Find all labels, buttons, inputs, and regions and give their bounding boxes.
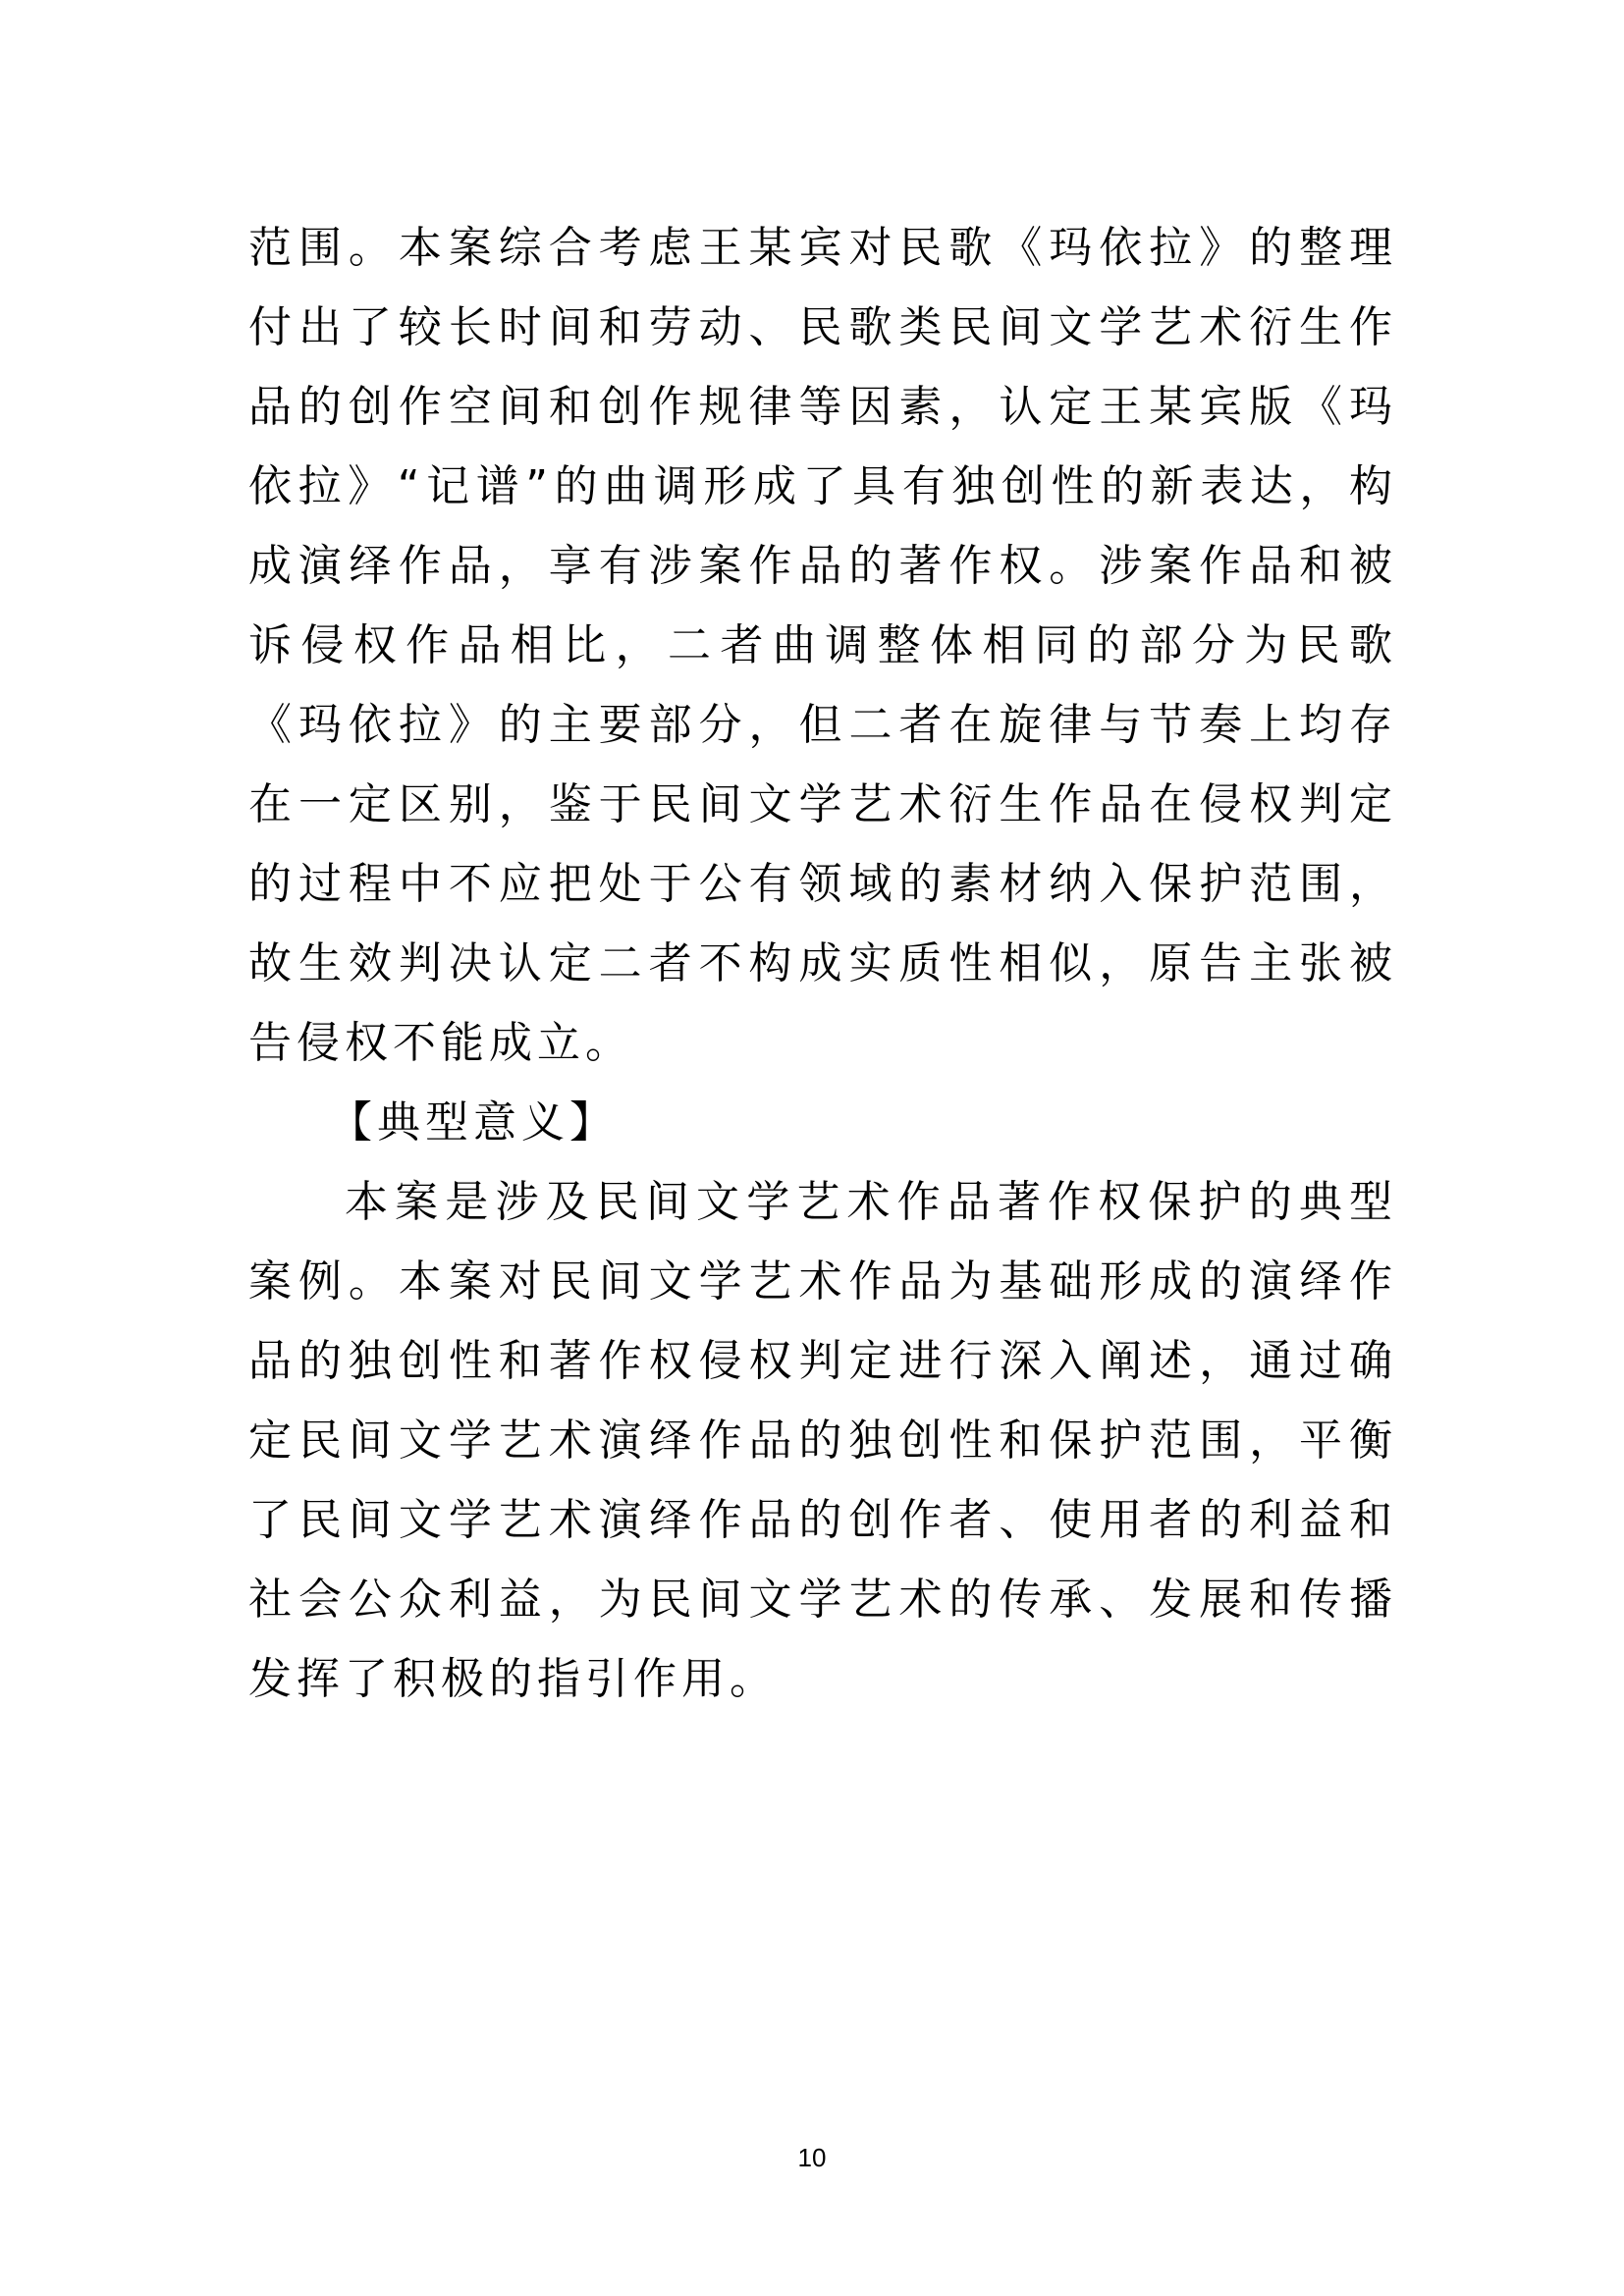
page-number: 10 bbox=[797, 2143, 827, 2172]
document-body bbox=[248, 208, 1397, 1719]
case-analysis-paragraph: 范围。本案综合考虑王某宾对民歌《玛依拉》的整理付出了较长时间和劳动、民歌类民间文学艺术衍生作品的创作空间和创作规律等因素，认定王某宾版《玛依拉》“记谱”的曲调形成了具有独创性的新表达，构成演绎作品，享有涉案作品的著作权。涉案作品和被诉侵权作品相比，二者曲调整体相同的部分为民歌《玛依拉》的主要部分，但二者在旋律与节奏上均存在一定区别，鉴于民间文学艺术衍生作品在侵权判定的过程中不应把处于公有领域的素材纳入保护范围，故生效判决认定二者不构成实质性相似，原告主张被告侵权不能成立。 bbox=[248, 223, 1397, 1068]
significance-paragraph: 本案是涉及民间文学艺术作品著作权保护的典型案例。本案对民间文学艺术作品为基础形成的演绎作品的独创性和著作权侵权判定进行深入阐述，通过确定民间文学艺术演绎作品的独创性和保护范围，平衡了民间文学艺术演绎作品的创作者、使用者的利益和社会公众利益，为民间文学艺术的传承、发展和传播发挥了积极的指引作用。 bbox=[248, 1177, 1397, 1704]
section-heading-typical-significance: 【典型意义】 bbox=[329, 1097, 618, 1148]
